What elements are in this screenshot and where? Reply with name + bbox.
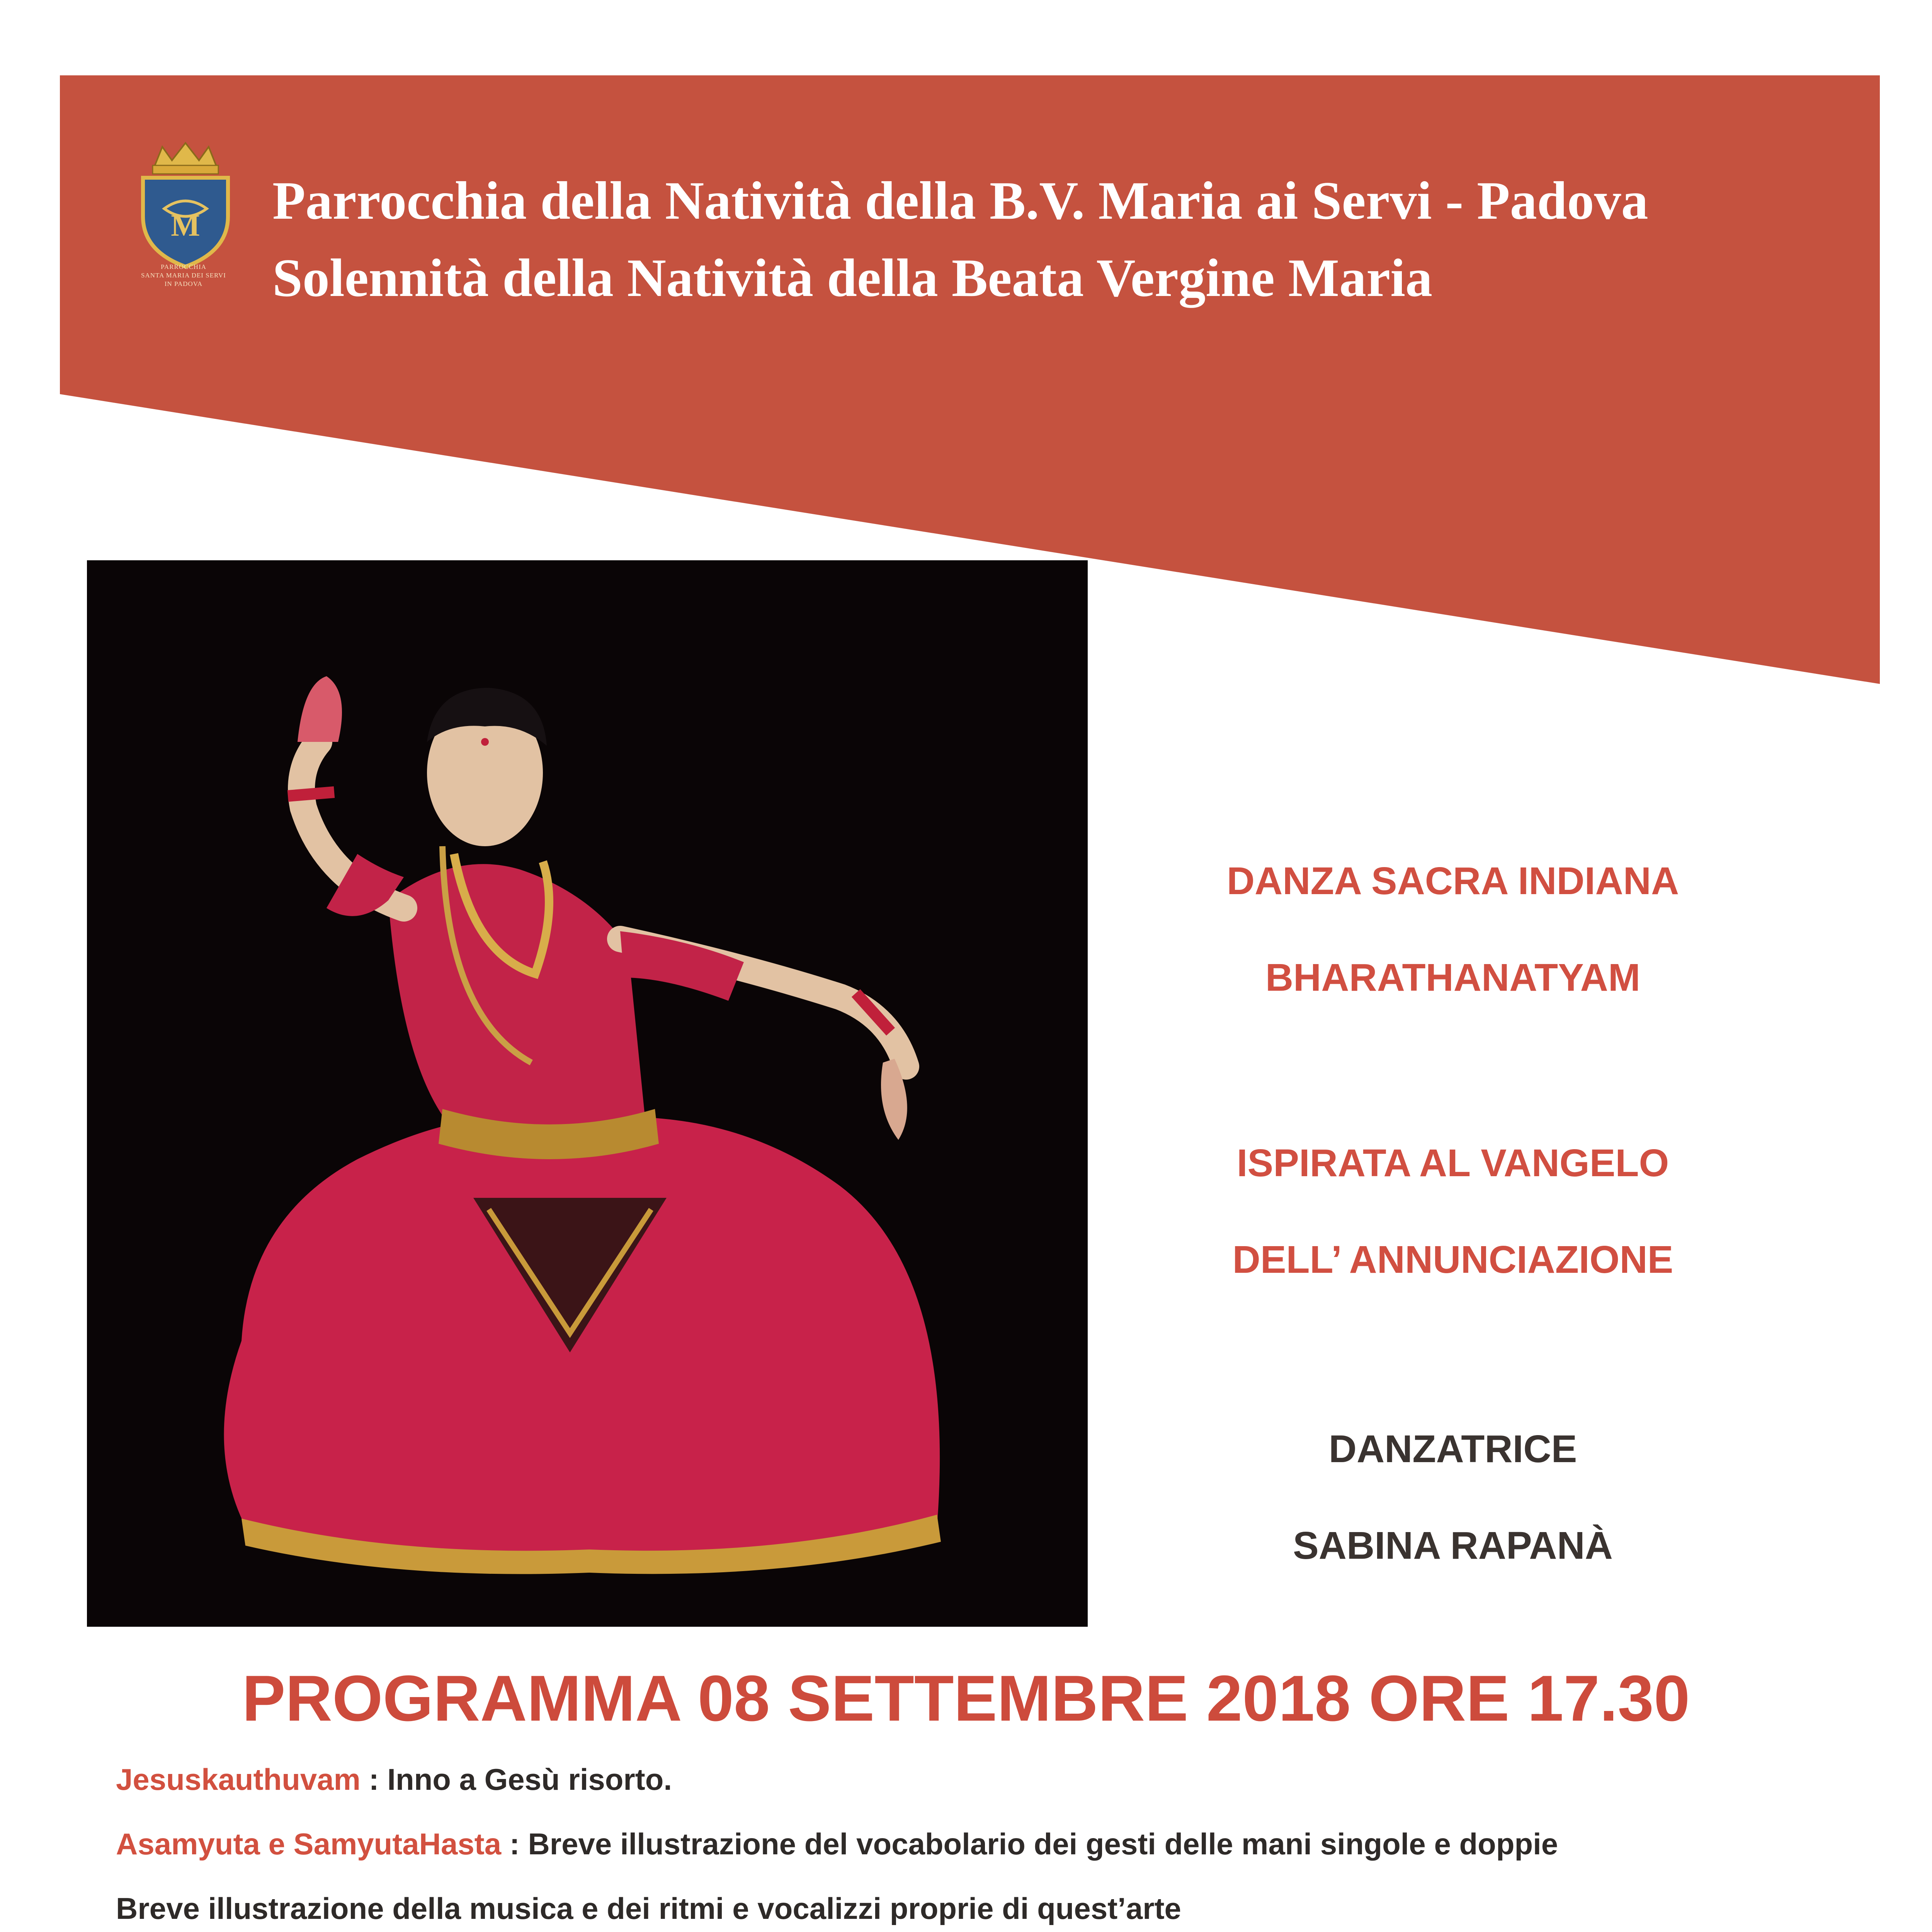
programme-heading: PROGRAMMA 08 SETTEMBRE 2018 ORE 17.30 [242, 1662, 1690, 1735]
event-subtitle-line2: DELL’ ANNUNCIAZIONE [1232, 1238, 1673, 1281]
event-subtitle-line1: ISPIRATA AL VANGELO [1236, 1141, 1669, 1185]
performer-name: SABINA RAPANÀ [1293, 1524, 1613, 1567]
event-title-line1: DANZA SACRA INDIANA [1226, 859, 1679, 903]
programme-line: Asamyuta e SamyutaHasta : Breve illustrazione del vocabolario dei gesti delle mani singole e doppie [116, 1827, 1558, 1861]
dancer-photo [87, 560, 1088, 1627]
event-title-line2: BHARATHANATYAM [1265, 956, 1641, 999]
feast-title: Solennità della Natività della Beata Vergine Maria [272, 248, 1433, 308]
svg-text:M: M [171, 209, 200, 243]
parish-title: Parrocchia della Natività della B.V. Maria ai Servi - Padova [272, 171, 1648, 231]
programme-line: Jesuskauthuvam : Inno a Gesù risorto. [116, 1762, 672, 1796]
programme-line: Breve illustrazione della musica e dei ritmi e vocalizzi proprie di quest’arte [116, 1891, 1181, 1925]
performer-role: DANZATRICE [1328, 1427, 1577, 1471]
crest-caption: PARROCCHIA SANTA MARIA DEI SERVI IN PADOVA [141, 263, 226, 287]
